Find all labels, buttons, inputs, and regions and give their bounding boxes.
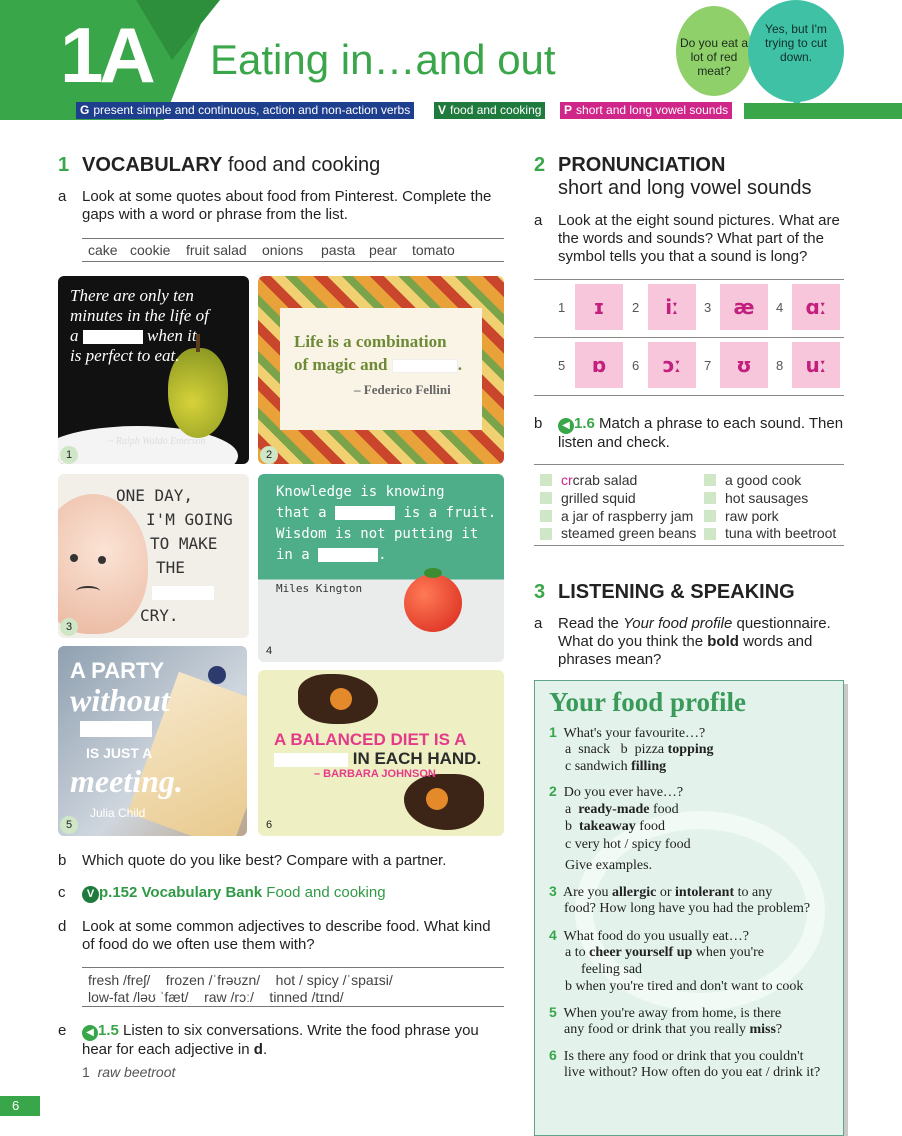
divider — [534, 279, 844, 280]
sound-symbol: ɒ — [591, 353, 607, 377]
question-note: Give examples. — [565, 858, 653, 873]
section-title: PRONUNCIATION — [558, 154, 726, 176]
food-profile-questionnaire — [534, 680, 844, 1136]
sound-number: 5 — [558, 358, 566, 373]
sound-symbol: ɪ — [593, 295, 605, 319]
quote-author: ~ Ralph Waldo Emerson — [108, 436, 206, 447]
question-4: 4 What food do you usually eat…? — [549, 927, 749, 944]
quote-number: 1 — [60, 446, 78, 464]
match-checkbox[interactable] — [704, 492, 716, 504]
audio-icon[interactable]: ◀ — [558, 418, 574, 434]
sound-number: 2 — [632, 300, 640, 315]
unit-title: Eating in…and out — [210, 36, 556, 83]
vocabulary-bank-link[interactable]: V p.152 Vocabulary Bank Food and cooking — [82, 884, 502, 903]
question-option: b when you're tired and don't want to cook — [565, 979, 804, 994]
quote-number: 4 — [265, 645, 273, 657]
quote-author: – BARBARA JOHNSON — [314, 768, 436, 780]
sound-number: 7 — [704, 358, 712, 373]
word-item: pear — [369, 242, 398, 258]
word-item: cake — [88, 242, 118, 258]
sound-number: 8 — [776, 358, 784, 373]
question-3-line2: food? How long have you had the problem? — [564, 901, 811, 916]
speech-bubble-answer-text: Yes, but I'm trying to cut down. — [764, 22, 828, 64]
quote-tile-4 — [258, 474, 504, 662]
exercise-letter: c — [58, 884, 66, 901]
exercise-letter: a — [534, 615, 543, 632]
match-checkbox[interactable] — [540, 528, 552, 540]
quote-author: Julia Child — [90, 806, 146, 820]
quote-tile-6 — [258, 670, 504, 836]
sound-number: 1 — [558, 300, 566, 315]
tomato-image — [404, 574, 462, 632]
example-answer: 1 raw beetroot — [82, 1064, 176, 1080]
question-2: 2 Do you ever have…? — [549, 783, 684, 800]
exercise-letter: e — [58, 1022, 67, 1039]
phrase-item: a jar of raspberry jam — [561, 508, 694, 524]
sound-symbol: iː — [665, 295, 679, 319]
question-option: c very hot / spicy food — [565, 837, 691, 852]
quote-tile-3 — [58, 474, 249, 638]
exercise-instruction: Which quote do you like best? Compare with a partner. — [82, 852, 447, 869]
blueberry-image — [208, 666, 226, 684]
quote-tile-5 — [58, 646, 247, 836]
match-checkbox[interactable] — [704, 474, 716, 486]
tomato-leaf — [424, 568, 442, 578]
phrase-item: steamed green beans — [561, 525, 697, 541]
unit-number: 1A — [60, 11, 152, 99]
adjective-line: low-fat /ləʊ ˈfæt/ raw /rɔː/ tinned /tɪnd/ — [88, 989, 344, 1005]
speech-bubble-question-text: Do you eat a lot of red meat? — [679, 36, 749, 78]
cookie-image — [426, 788, 448, 810]
vocabulary-tag: V food and cooking — [434, 102, 545, 119]
question-6-line2: live without? How often do you eat / drink it? — [564, 1065, 821, 1080]
quote-text: There are only ten minutes in the life of a when it is perfect to eat. — [70, 286, 209, 365]
sound-symbol: ʊ — [736, 353, 752, 377]
question-5: 5 When you're away from home, is there — [549, 1004, 782, 1021]
quote-author: – Federico Fellini — [354, 382, 451, 397]
cookie-image — [330, 688, 352, 710]
section-title: LISTENING & SPEAKING — [558, 581, 795, 603]
gap-blank — [392, 359, 458, 373]
gap-blank — [80, 721, 152, 737]
phrase-item: a good cook — [725, 472, 802, 488]
pronunciation-tag: P short and long vowel sounds — [560, 102, 732, 119]
section-number: 1 — [58, 154, 70, 176]
adjective-line: fresh /freʃ/ frozen /ˈfrəʊzn/ hot / spicy /ˈspaɪsi/ — [88, 972, 393, 988]
quote-text: A BALANCED DIET IS A IN EACH HAND. — [274, 730, 482, 768]
quote-text: A PARTY without IS JUST A meeting. — [70, 658, 183, 799]
audio-track: 1.6 — [574, 415, 595, 432]
gap-blank — [152, 586, 214, 600]
onion-eye — [98, 556, 106, 564]
word-item: pasta — [321, 242, 356, 258]
word-item: cookie — [130, 242, 171, 258]
section-title: VOCABULARY food and cooking — [82, 154, 381, 176]
divider — [534, 395, 844, 396]
gap-blank — [274, 753, 348, 767]
gap-blank — [318, 548, 378, 562]
quote-text: Life is a combination of magic and . — [294, 332, 462, 374]
exercise-instruction: Look at some quotes about food from Pinterest. Complete the gaps with a word or phrase from the list. — [82, 188, 492, 223]
page-number: 6 — [0, 1096, 40, 1116]
quote-number: 2 — [260, 446, 278, 464]
exercise-instruction: Look at some common adjectives to describe food. What kind of food do we often use them with? — [82, 918, 491, 953]
match-checkbox[interactable] — [540, 474, 552, 486]
phrase-item: crcrab salad — [561, 472, 638, 488]
exercise-letter: b — [58, 852, 67, 869]
question-1: 1 What's your favourite…? — [549, 724, 706, 741]
quote-tile-2 — [258, 276, 504, 464]
match-checkbox[interactable] — [540, 510, 552, 522]
audio-icon[interactable]: ◀ — [82, 1025, 98, 1041]
word-item: tomato — [412, 242, 455, 258]
quote-tile-1 — [58, 276, 249, 464]
word-item: onions — [262, 242, 304, 258]
section-subtitle: short and long vowel sounds — [558, 177, 812, 199]
onion-eye — [70, 554, 78, 562]
gap-blank — [335, 506, 395, 520]
vocabulary-bank-icon: V — [82, 886, 99, 903]
quote-number: 3 — [60, 618, 78, 636]
exercise-letter: a — [58, 188, 67, 205]
question-6: 6 Is there any food or drink that you couldn't — [549, 1047, 804, 1064]
phrase-item: raw pork — [725, 508, 779, 524]
exercise-instruction: ◀ 1.6 Match a phrase to each sound. Then listen and check. — [558, 415, 844, 451]
divider — [534, 545, 844, 546]
divider — [534, 337, 844, 338]
grammar-tag: G present simple and continuous, action and non-action verbs — [76, 102, 414, 119]
sound-symbol: æ — [733, 295, 755, 319]
onion-mouth — [76, 586, 100, 596]
exercise-letter: d — [58, 918, 67, 935]
question-3: 3 Are you allergic or intolerant to any — [549, 883, 773, 900]
quote-number: 5 — [60, 816, 78, 834]
exercise-instruction: Read the Your food profile questionnaire. What do you think the bold words and phrases mean? — [558, 615, 831, 668]
unit-header — [0, 0, 902, 120]
phrase-item: tuna with beetroot — [725, 525, 837, 541]
question-option: a to cheer yourself up when you're — [565, 945, 765, 960]
match-checkbox[interactable] — [704, 528, 716, 540]
header-green-strip — [744, 103, 902, 119]
questionnaire-title: Your food profile — [549, 687, 747, 717]
divider — [534, 464, 844, 465]
phrase-item: grilled squid — [561, 490, 636, 506]
question-option: b takeaway food — [565, 819, 665, 834]
section-number: 3 — [534, 581, 546, 603]
question-option: c sandwich filling — [565, 759, 667, 774]
sound-number: 4 — [776, 300, 784, 315]
sound-symbol: ɔː — [662, 353, 682, 377]
quote-number: 6 — [265, 819, 273, 831]
quote-text: Knowledge is knowing that a is a fruit. Wisdom is not putting it in a . — [276, 484, 497, 563]
sound-symbol: uː — [805, 353, 827, 377]
question-option-cont: feeling sad — [581, 962, 643, 977]
exercise-letter: b — [534, 415, 543, 432]
match-checkbox[interactable] — [704, 510, 716, 522]
adjective-list — [82, 967, 504, 1007]
question-option: a ready-made food — [565, 802, 679, 817]
exercise-instruction: Look at the eight sound pictures. What are the words and sounds? What part of the symbol tells you that a sound is long? — [558, 212, 840, 265]
word-list — [82, 238, 504, 262]
quote-text: ONE DAY, I'M GOING TO MAKE THE CRY. — [116, 486, 233, 625]
question-5-line2: any food or drink that you really miss? — [564, 1022, 783, 1037]
sound-number: 6 — [632, 358, 640, 373]
question-option: a snack b pizza topping — [565, 742, 714, 757]
sound-symbol: ɑː — [805, 295, 827, 319]
exercise-letter: a — [534, 212, 543, 229]
word-item: fruit salad — [186, 242, 247, 258]
gap-blank — [83, 330, 143, 344]
audio-track: 1.5 — [98, 1022, 119, 1039]
phrase-item: hot sausages — [725, 490, 809, 506]
section-number: 2 — [534, 154, 546, 176]
quote-author: Miles Kington — [276, 582, 363, 595]
exercise-instruction: ◀ 1.5 Listen to six conversations. Write the food phrase you hear for each adjective in d. — [82, 1022, 479, 1058]
match-checkbox[interactable] — [540, 492, 552, 504]
sound-number: 3 — [704, 300, 712, 315]
